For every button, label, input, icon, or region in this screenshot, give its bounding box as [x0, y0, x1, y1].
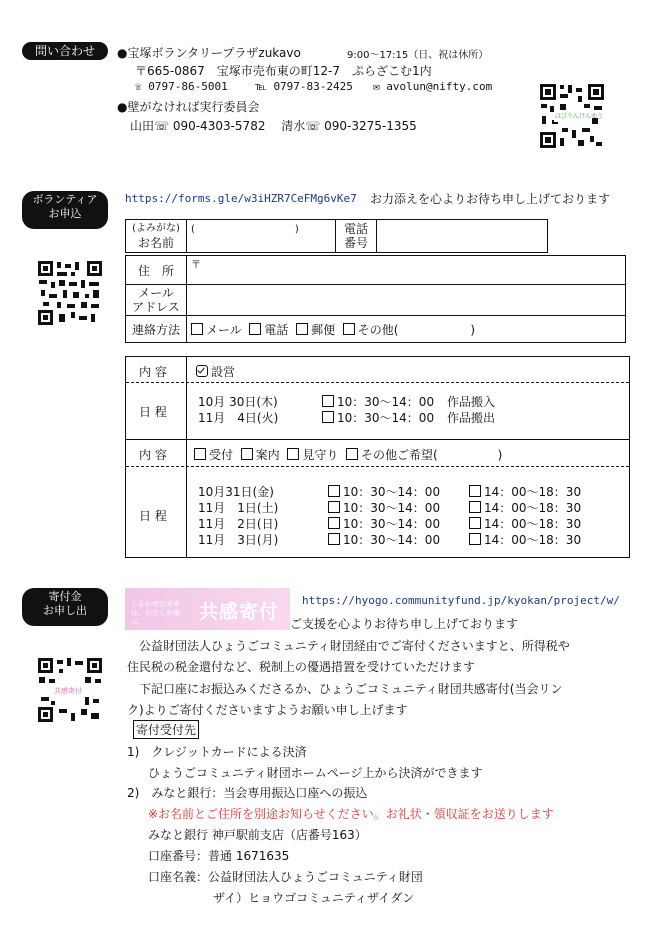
donation-text-3: 下記口座にお振込みくださるか、ひょうごコミュニティ財団共感寄付(当会リン	[127, 682, 563, 696]
date-label-1: 日 程	[139, 405, 167, 419]
option-other[interactable]: その他ご希望( )	[346, 448, 502, 462]
schedule-divider-solid	[126, 439, 629, 440]
org-name-committee: ●壁がなければ実行委員会	[117, 100, 260, 114]
schedule-box	[125, 356, 630, 558]
method-post-option[interactable]: 郵便	[296, 323, 335, 337]
method-phone-option[interactable]: 電話	[249, 323, 288, 337]
method-other-option[interactable]: その他( )	[343, 323, 475, 337]
checked-checkbox-icon	[196, 365, 208, 377]
checkbox-icon	[194, 448, 206, 460]
contact-label: 問い合わせ	[22, 42, 108, 60]
volunteer-label-line2: お申込	[48, 207, 82, 220]
bank-branch: みなと銀行 神戸駅前支店（店番号163）	[148, 828, 367, 842]
checkbox-icon	[191, 323, 203, 335]
org-name-zukavo: ●宝塚ボランタリープラザzukavo	[117, 46, 301, 60]
method-bank: 2) みなと銀行：当会専用振込口座への振込	[127, 786, 368, 800]
postal-mark: 〒	[191, 260, 201, 271]
checkbox-icon	[328, 533, 340, 545]
donation-text-2: 住民税の税金還付など、税制上の優遇措置を受けていただけます	[127, 660, 476, 674]
banner-subtitle: しあわせな未来は、わたしが選ぶ。	[131, 600, 180, 626]
office-address: 〒665-0867 宝塚市売布東の町12-7 ぷらざこむ1内	[135, 64, 432, 78]
account-name-kana: ザイ）ヒョウゴコミュニティザイダン	[213, 891, 415, 905]
schedule1-row-2[interactable]: 11月 4日(火) 10：30～14：00 作品搬出	[198, 411, 496, 425]
banner-title: 共感寄付	[199, 601, 280, 623]
office-tel: ☏ 0797-86-5001	[135, 80, 228, 93]
donation-label	[22, 588, 108, 626]
volunteer-qr-code[interactable]	[37, 260, 103, 326]
checkbox-icon	[343, 323, 355, 335]
notice-text: ※お名前とご住所を別途お知らせください。お礼状・領収証をお送りします	[148, 807, 554, 821]
schedule2-row-3[interactable]: 11月 2日(日) 10：30～14：00 14：00～18：30	[198, 517, 582, 531]
checkbox-icon	[328, 501, 340, 513]
content-value-setup[interactable]: 設営	[196, 363, 235, 380]
method-mail-option[interactable]: メール	[191, 323, 242, 337]
volunteer-url-note: お力添えを心よりお待ち申し上げております	[370, 192, 611, 206]
mail-label-1: メール	[138, 286, 174, 300]
office-hours: 9:00～17:15（日、祝は休所）	[347, 50, 489, 61]
account-number: 口座番号：普通 1671635	[148, 849, 290, 863]
schedule-divider-dashed	[126, 382, 629, 383]
name-field[interactable]	[187, 220, 336, 253]
schedule-divider-vertical	[186, 357, 187, 557]
option-guide[interactable]: 案内	[241, 448, 280, 462]
address-field[interactable]	[187, 256, 626, 285]
phone-label-cell	[336, 220, 377, 253]
method-credit: 1) クレジットカードによる決済	[127, 745, 307, 759]
schedule1-row-1[interactable]: 10月 30日(木) 10：30～14：00 作品搬入	[198, 395, 496, 409]
schedule2-row-1[interactable]: 10月31日(金) 10：30～14：00 14：00～18：30	[198, 485, 582, 499]
mail-field[interactable]	[187, 285, 626, 316]
checkbox-icon	[328, 485, 340, 497]
option-watch[interactable]: 見守り	[287, 448, 338, 462]
checkbox-icon	[322, 411, 334, 423]
content-options	[194, 446, 502, 463]
account-name: 口座名義：公益財団法人ひょうごコミュニティ財団	[148, 870, 423, 884]
date-label-2: 日 程	[139, 509, 167, 523]
method-options	[187, 316, 626, 343]
checkbox-icon	[346, 448, 358, 460]
office-fax: ℡ 0797-83-2425	[255, 80, 353, 93]
checkbox-icon	[241, 448, 253, 460]
method-label: 連絡方法	[126, 316, 187, 343]
donation-text-1: 公益財団法人ひょうごコミュニティ財団経由でご寄付くださいますと、所得税や	[127, 639, 570, 653]
name-label: お名前	[137, 236, 174, 250]
mail-label-2: アドレス	[132, 300, 180, 314]
mail-label-cell	[126, 285, 187, 316]
checkbox-icon	[328, 517, 340, 529]
donation-text-4: ク)よりご寄付くださいますようお願い申し上げます	[127, 703, 408, 717]
kana-brackets: ( )	[191, 224, 299, 235]
volunteer-form-url[interactable]: https://forms.gle/w3iHZR7CeFMg6vKe7	[125, 192, 357, 205]
donation-label-line2: お申し出	[43, 604, 87, 617]
schedule-divider-dashed	[126, 466, 629, 467]
donation-thanks: ご支援を心よりお待ち申し上げております	[290, 617, 519, 631]
schedule2-row-2[interactable]: 11月 1日(土) 10：30～14：00 14：00～18：30	[198, 501, 582, 515]
method-credit-detail: ひょうごコミュニティ財団ホームページ上から決済ができます	[148, 766, 483, 780]
content-label-1: 内 容	[139, 365, 167, 379]
phone-label-1: 電話	[343, 222, 368, 236]
option-reception[interactable]: 受付	[194, 448, 233, 462]
volunteer-label-line1: ボランティア	[32, 193, 98, 206]
donation-qr-caption: 共感寄付	[54, 687, 82, 695]
form-name-table	[125, 219, 548, 253]
checkbox-icon	[296, 323, 308, 335]
phone-label-2: 番号	[343, 236, 368, 250]
checkbox-icon	[469, 533, 481, 545]
receiver-label: 寄付受付先	[133, 720, 199, 739]
checkbox-icon	[287, 448, 299, 460]
form-contact-table	[125, 255, 626, 343]
checkbox-icon	[322, 395, 334, 407]
volunteer-label	[22, 191, 108, 229]
donation-url[interactable]: https://hyogo.communityfund.jp/kyokan/project/w/	[302, 594, 620, 607]
checkbox-icon	[469, 517, 481, 529]
kana-label: (よみがな)	[132, 223, 180, 234]
donation-label-line1: 寄付金	[48, 590, 82, 603]
checkbox-icon	[469, 485, 481, 497]
content-label-2: 内 容	[139, 448, 167, 462]
office-email[interactable]: ✉ avolun@nifty.com	[373, 80, 493, 93]
schedule2-row-4[interactable]: 11月 3日(月) 10：30～14：00 14：00～18：30	[198, 533, 582, 547]
name-label-cell	[126, 220, 187, 253]
contact-qr-caption: ほびりんけんゆう	[555, 113, 604, 120]
checkbox-icon	[249, 323, 261, 335]
checkbox-icon	[469, 501, 481, 513]
phone-field[interactable]	[377, 220, 548, 253]
address-label: 住 所	[126, 256, 187, 285]
committee-contacts: 山田☏ 090-4303-5782 清水☏ 090-3275-1355	[130, 119, 417, 133]
kyokan-banner[interactable]	[125, 588, 290, 630]
